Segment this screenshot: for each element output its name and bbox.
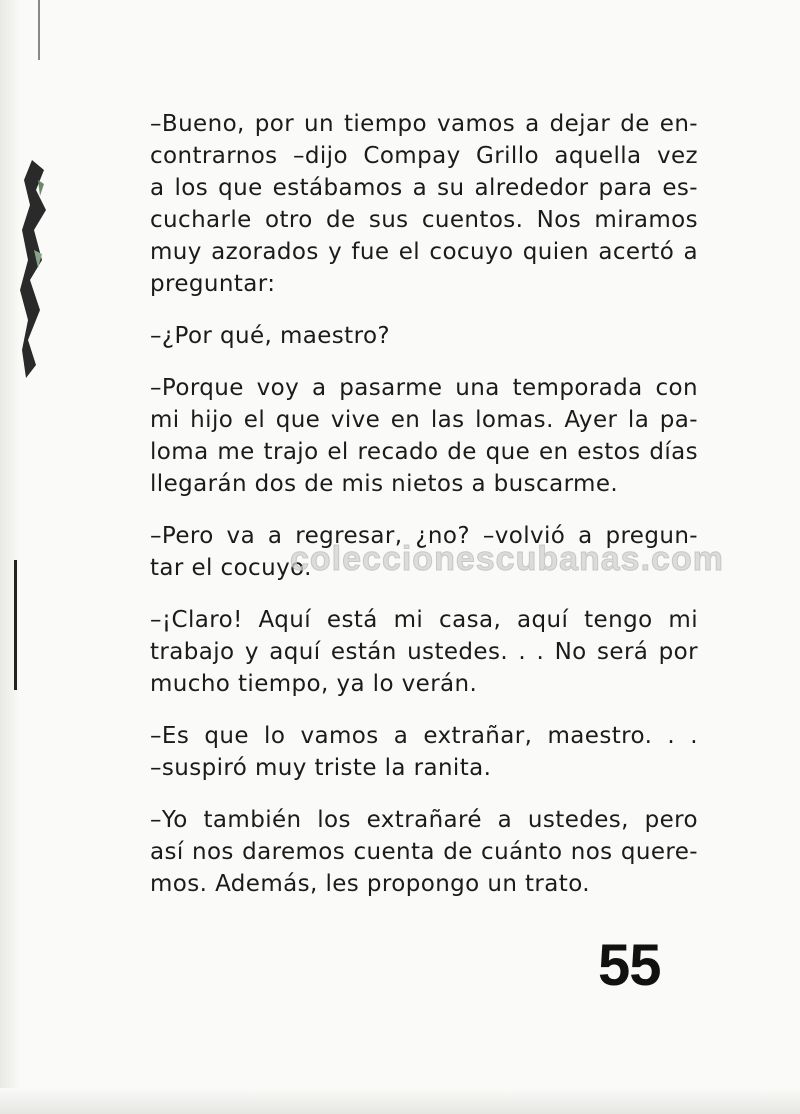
text-line: –Yo también los extrañaré a ustedes, pero [150, 807, 698, 833]
text-line: así nos daremos cuenta de cuánto nos quere- [150, 839, 698, 865]
text-line: –Es que lo vamos a extrañar, maestro. . . [150, 723, 698, 749]
text-line: –Porque voy a pasarme una temporada con [150, 375, 698, 401]
text-line: –¿Por qué, maestro? [150, 323, 391, 349]
paragraph [150, 372, 698, 500]
page-number: 55 [598, 933, 661, 998]
paragraph [150, 320, 698, 352]
paragraph [150, 720, 698, 784]
text-line: mi hijo el que vive en las lomas. Ayer la pa- [150, 407, 698, 433]
text-line: –Pero va a regresar, ¿no? –volvió a pregun- [150, 523, 698, 549]
binding-mark [38, 0, 40, 60]
text-line: mucho tiempo, ya lo verán. [150, 671, 478, 697]
binding-mark-lower [14, 560, 17, 690]
text-line: –¡Claro! Aquí está mi casa, aquí tengo mi [150, 607, 698, 633]
text-line: contrarnos –dijo Compay Grillo aquella vez [150, 143, 698, 169]
text-line: –Bueno, por un tiempo vamos a dejar de en- [150, 111, 698, 137]
text-line: trabajo y aquí están ustedes. . . No será por [150, 639, 698, 665]
text-line: tar el cocuyo. [150, 555, 312, 581]
paragraph [150, 604, 698, 700]
watermark: coleccionescubanas.com [290, 540, 724, 578]
text-line: cucharle otro de sus cuentos. Nos miramos [150, 207, 698, 233]
text-line: mos. Además, les propongo un trato. [150, 871, 590, 897]
text-line: a los que estábamos a su alrededor para es- [150, 175, 698, 201]
text-line: muy azorados y fue el cocuyo quien acertó a [150, 239, 698, 265]
text-line: llegarán dos de mis nietos a buscarme. [150, 471, 619, 497]
text-line: –suspiró muy triste la ranita. [150, 755, 492, 781]
paragraph [150, 108, 698, 300]
text-line: loma me trajo el recado de que en estos días [150, 439, 698, 465]
paragraph [150, 804, 698, 900]
edge-illustration-fragment [14, 150, 48, 380]
text-line: preguntar: [150, 271, 276, 297]
story-text [150, 108, 698, 920]
page-bottom-edge [0, 1088, 800, 1114]
